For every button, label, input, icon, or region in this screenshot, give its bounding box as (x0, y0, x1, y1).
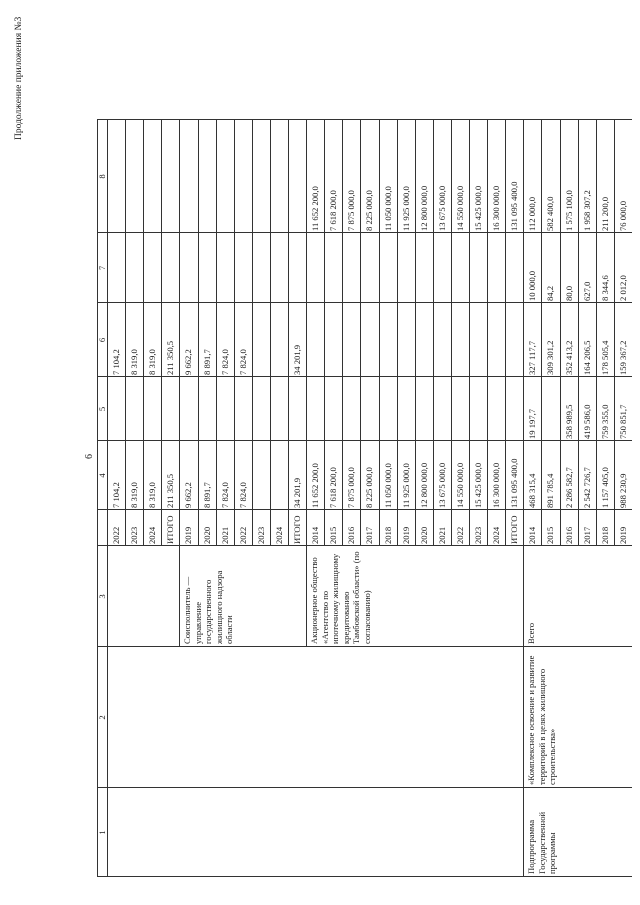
value-cell (401, 304, 411, 375)
value-cell: 7 824,0 (237, 482, 248, 508)
year-cell: 2018 (382, 526, 393, 544)
column-divider (97, 232, 632, 233)
value-cell: 11 652 200,0 (310, 186, 321, 231)
year-cell: 2023 (255, 526, 266, 544)
value-cell: 11 925 000,0 (400, 463, 411, 508)
value-cell: 11 925 000,0 (400, 186, 411, 231)
value-cell: 8 319,0 (147, 349, 158, 375)
value-cell (129, 121, 139, 231)
column-divider (97, 646, 632, 647)
value-cell (165, 234, 175, 301)
value-cell (346, 234, 356, 301)
value-cell (455, 234, 465, 301)
value-cell (292, 121, 302, 231)
row-divider (143, 120, 144, 546)
value-cell (292, 378, 302, 439)
group-divider (306, 546, 307, 647)
value-cell: 2 012,0 (617, 275, 628, 301)
value-cell (364, 234, 374, 301)
year-cell: 2019 (183, 526, 194, 544)
year-cell: 2022 (111, 526, 121, 544)
value-cell (401, 378, 411, 439)
value-cell (202, 121, 212, 231)
value-cell: 76 000,0 (617, 200, 628, 231)
value-cell (147, 234, 157, 301)
column-header: 5 (97, 406, 107, 412)
value-cell (111, 378, 121, 439)
value-cell: 10 000,0 (527, 270, 538, 301)
column-divider (97, 119, 632, 120)
row-divider (234, 120, 235, 546)
value-cell (473, 304, 483, 375)
value-cell: 468 315,4 (527, 473, 538, 508)
value-cell (274, 378, 284, 439)
value-cell: 178 505,4 (599, 340, 610, 375)
value-cell (419, 378, 429, 439)
value-cell (202, 378, 212, 439)
value-cell (364, 304, 374, 375)
year-cell: 2022 (237, 526, 248, 544)
value-cell: 12 800 000,0 (418, 185, 429, 231)
year-cell: 2015 (545, 526, 556, 544)
year-cell: 2024 (273, 526, 284, 544)
value-cell: 419 586,0 (581, 404, 592, 439)
value-cell: 211 350,5 (165, 473, 176, 508)
value-cell: 11 050 000,0 (382, 186, 393, 231)
value-cell (183, 121, 193, 231)
column-header: 7 (97, 265, 107, 271)
column-header: 1 (97, 830, 107, 835)
value-cell: 13 675 000,0 (436, 185, 447, 231)
value-cell: 211 350,5 (165, 340, 176, 375)
value-cell: 327 117,7 (527, 340, 538, 375)
value-cell: 8 225 000,0 (364, 190, 375, 231)
value-cell: 7 875 000,0 (346, 467, 357, 508)
row-divider (487, 120, 488, 546)
value-cell: 14 550 000,0 (454, 462, 465, 508)
value-cell (437, 378, 447, 439)
value-cell (256, 442, 266, 508)
executor-cell: Соисполнитель — управление государственного жилищного надзора области (182, 570, 235, 644)
value-cell (346, 378, 356, 439)
value-cell (147, 121, 157, 231)
year-cell: 2015 (328, 526, 339, 544)
year-cell: 2017 (581, 526, 592, 544)
value-cell (183, 378, 193, 439)
year-cell: 2023 (129, 526, 140, 544)
group-divider (179, 546, 180, 647)
value-cell: 627,0 (581, 281, 592, 301)
column-divider (97, 440, 632, 441)
value-cell: 112 000,0 (527, 196, 538, 231)
value-cell: 13 675 000,0 (436, 462, 447, 508)
year-cell: 2023 (473, 526, 483, 544)
measure-cell: «Комплексное освоение и развитие территорий в целях жилищного строительства» (526, 655, 558, 785)
value-cell: 759 355,0 (599, 404, 610, 439)
value-cell (111, 121, 121, 231)
value-cell (165, 121, 175, 231)
value-cell: 8 319,0 (129, 349, 140, 375)
continuation-note: Продолжение приложения №3 (14, 16, 24, 140)
value-cell: 582 400,0 (545, 196, 556, 231)
value-cell: 84,2 (545, 285, 556, 301)
year-cell: 2024 (491, 526, 502, 544)
value-cell (220, 234, 230, 301)
row-divider (216, 120, 217, 546)
row-divider (469, 120, 470, 546)
row-divider (161, 120, 162, 546)
year-cell: ИТОГО (509, 515, 520, 544)
value-cell (509, 304, 519, 375)
value-cell (274, 121, 284, 231)
value-cell (491, 378, 501, 439)
row-divider (324, 120, 325, 546)
value-cell: 7 104,2 (111, 482, 121, 508)
value-cell: 1 575 100,0 (563, 190, 574, 231)
row-divider (614, 120, 615, 546)
value-cell: 14 550 000,0 (454, 185, 465, 231)
value-cell: 11 050 000,0 (382, 463, 393, 508)
value-cell (401, 234, 411, 301)
year-cell: ИТОГО (165, 515, 176, 544)
value-cell: 309 301,2 (545, 340, 556, 375)
value-cell (256, 304, 266, 375)
row-divider (288, 120, 289, 546)
row-divider (523, 120, 524, 546)
row-divider (198, 120, 199, 546)
value-cell: 211 200,0 (599, 196, 610, 231)
year-cell: ИТОГО (292, 515, 302, 544)
year-cell: 2014 (310, 526, 321, 544)
value-cell (328, 234, 338, 301)
value-cell (383, 234, 393, 301)
value-cell: 8 225 000,0 (364, 467, 375, 508)
table-top-border (97, 120, 98, 877)
executor-cell: Всего (526, 622, 537, 644)
row-divider (252, 120, 253, 546)
column-header: 2 (97, 715, 107, 720)
value-cell: 164 206,5 (581, 340, 592, 375)
year-cell: 2024 (147, 526, 158, 544)
value-cell (129, 234, 139, 301)
value-cell: 8 891,7 (201, 482, 212, 508)
value-cell (455, 378, 465, 439)
value-cell: 7 618 200,0 (328, 467, 339, 508)
value-cell (509, 234, 519, 301)
row-divider (125, 120, 126, 546)
year-cell: 2020 (201, 526, 212, 544)
column-divider (97, 509, 632, 510)
value-cell (238, 378, 248, 439)
page-number: 6 (84, 454, 95, 459)
value-cell (256, 121, 266, 231)
column-header: 3 (97, 594, 107, 599)
column-header (97, 510, 107, 546)
value-cell: 8 319,0 (147, 482, 158, 508)
value-cell (256, 378, 266, 439)
row-divider (560, 120, 561, 546)
year-cell: 2021 (436, 526, 447, 544)
value-cell (328, 304, 338, 375)
year-cell: 2019 (617, 526, 628, 544)
value-cell (220, 378, 230, 439)
value-cell (220, 121, 230, 231)
row-divider (451, 120, 452, 546)
value-cell (509, 378, 519, 439)
value-cell (491, 234, 501, 301)
value-cell (183, 234, 193, 301)
value-cell (274, 442, 284, 508)
value-cell: 988 230,9 (617, 473, 628, 508)
value-cell: 7 618 200,0 (328, 190, 339, 231)
value-cell (274, 234, 284, 301)
value-cell (473, 378, 483, 439)
value-cell (310, 234, 320, 301)
value-cell: 2 542 726,7 (581, 467, 592, 508)
value-cell: 16 300 000,0 (491, 462, 502, 508)
value-cell (491, 304, 501, 375)
value-cell: 16 300 000,0 (491, 185, 502, 231)
value-cell (129, 378, 139, 439)
group-divider (523, 546, 524, 877)
row-divider (433, 120, 434, 546)
value-cell: 19 197,7 (527, 408, 538, 439)
value-cell (545, 378, 555, 439)
value-cell (310, 378, 320, 439)
column-header: 4 (97, 473, 107, 478)
value-cell (274, 304, 284, 375)
value-cell: 891 785,4 (545, 473, 556, 508)
year-cell: 2019 (400, 526, 411, 544)
row-divider (270, 120, 271, 546)
row-divider (578, 120, 579, 546)
value-cell: 352 413,2 (563, 340, 574, 375)
value-cell (383, 378, 393, 439)
executor-cell: Акционерное общество «Агентство по ипотечному жилищному кредитованию Тамбовской области» (по согласованию) (309, 551, 372, 644)
value-cell: 8 319,0 (129, 482, 140, 508)
value-cell: 7 824,0 (219, 482, 230, 508)
subprogram-cell: Подпрограмма Государственной программы (526, 811, 558, 874)
year-cell: 2021 (219, 526, 230, 544)
value-cell (437, 304, 447, 375)
row-divider (505, 120, 506, 546)
column-divider (97, 787, 632, 788)
year-cell: 2018 (599, 526, 610, 544)
column-header: 6 (97, 337, 107, 343)
value-cell (346, 304, 356, 375)
year-cell: 2016 (346, 526, 357, 544)
value-cell (419, 304, 429, 375)
value-cell (238, 234, 248, 301)
value-cell: 34 201,9 (292, 477, 302, 508)
value-cell: 15 425 000,0 (473, 462, 483, 508)
value-cell: 7 104,2 (111, 349, 121, 375)
header-divider (107, 120, 108, 877)
value-cell: 9 662,2 (183, 349, 194, 375)
value-cell (292, 234, 302, 301)
value-cell (419, 234, 429, 301)
value-cell: 131 095 400,0 (509, 458, 520, 508)
value-cell: 1 157 405,0 (599, 467, 610, 508)
value-cell: 1 958 307,2 (581, 190, 592, 231)
value-cell (238, 121, 248, 231)
value-cell (147, 378, 157, 439)
value-cell (165, 378, 175, 439)
row-divider (360, 120, 361, 546)
value-cell: 2 286 582,7 (563, 467, 574, 508)
value-cell: 7 824,0 (237, 349, 248, 375)
value-cell: 159 367,2 (617, 340, 628, 375)
value-cell (473, 234, 483, 301)
value-cell (364, 378, 374, 439)
value-cell: 34 201,9 (292, 344, 302, 375)
value-cell: 80,0 (563, 285, 574, 301)
value-cell: 12 800 000,0 (418, 462, 429, 508)
row-divider (179, 120, 180, 546)
row-divider (596, 120, 597, 546)
value-cell: 8 891,7 (201, 349, 212, 375)
row-divider (342, 120, 343, 546)
value-cell (202, 234, 212, 301)
row-divider (397, 120, 398, 546)
column-divider (97, 545, 632, 546)
year-cell: 2022 (454, 526, 465, 544)
row-divider (379, 120, 380, 546)
value-cell (256, 234, 266, 301)
value-cell (437, 234, 447, 301)
value-cell: 11 652 200,0 (310, 463, 321, 508)
year-cell: 2017 (364, 526, 375, 544)
value-cell: 7 875 000,0 (346, 190, 357, 231)
value-cell: 7 824,0 (219, 349, 230, 375)
year-cell: 2014 (527, 526, 538, 544)
column-divider (97, 876, 632, 877)
row-divider (415, 120, 416, 546)
row-divider (541, 120, 542, 546)
value-cell (383, 304, 393, 375)
value-cell: 15 425 000,0 (473, 185, 483, 231)
value-cell: 9 662,2 (183, 482, 194, 508)
value-cell: 8 344,6 (599, 275, 610, 301)
value-cell (455, 304, 465, 375)
year-cell: 2020 (418, 526, 429, 544)
value-cell (310, 304, 320, 375)
column-divider (97, 302, 632, 303)
value-cell (111, 234, 121, 301)
value-cell: 750 851,7 (617, 404, 628, 439)
row-divider (306, 120, 307, 546)
value-cell (328, 378, 338, 439)
year-cell: 2016 (563, 526, 574, 544)
value-cell: 131 095 400,0 (509, 181, 520, 231)
value-cell: 358 989,5 (563, 404, 574, 439)
column-divider (97, 376, 632, 377)
column-header: 8 (97, 174, 107, 179)
